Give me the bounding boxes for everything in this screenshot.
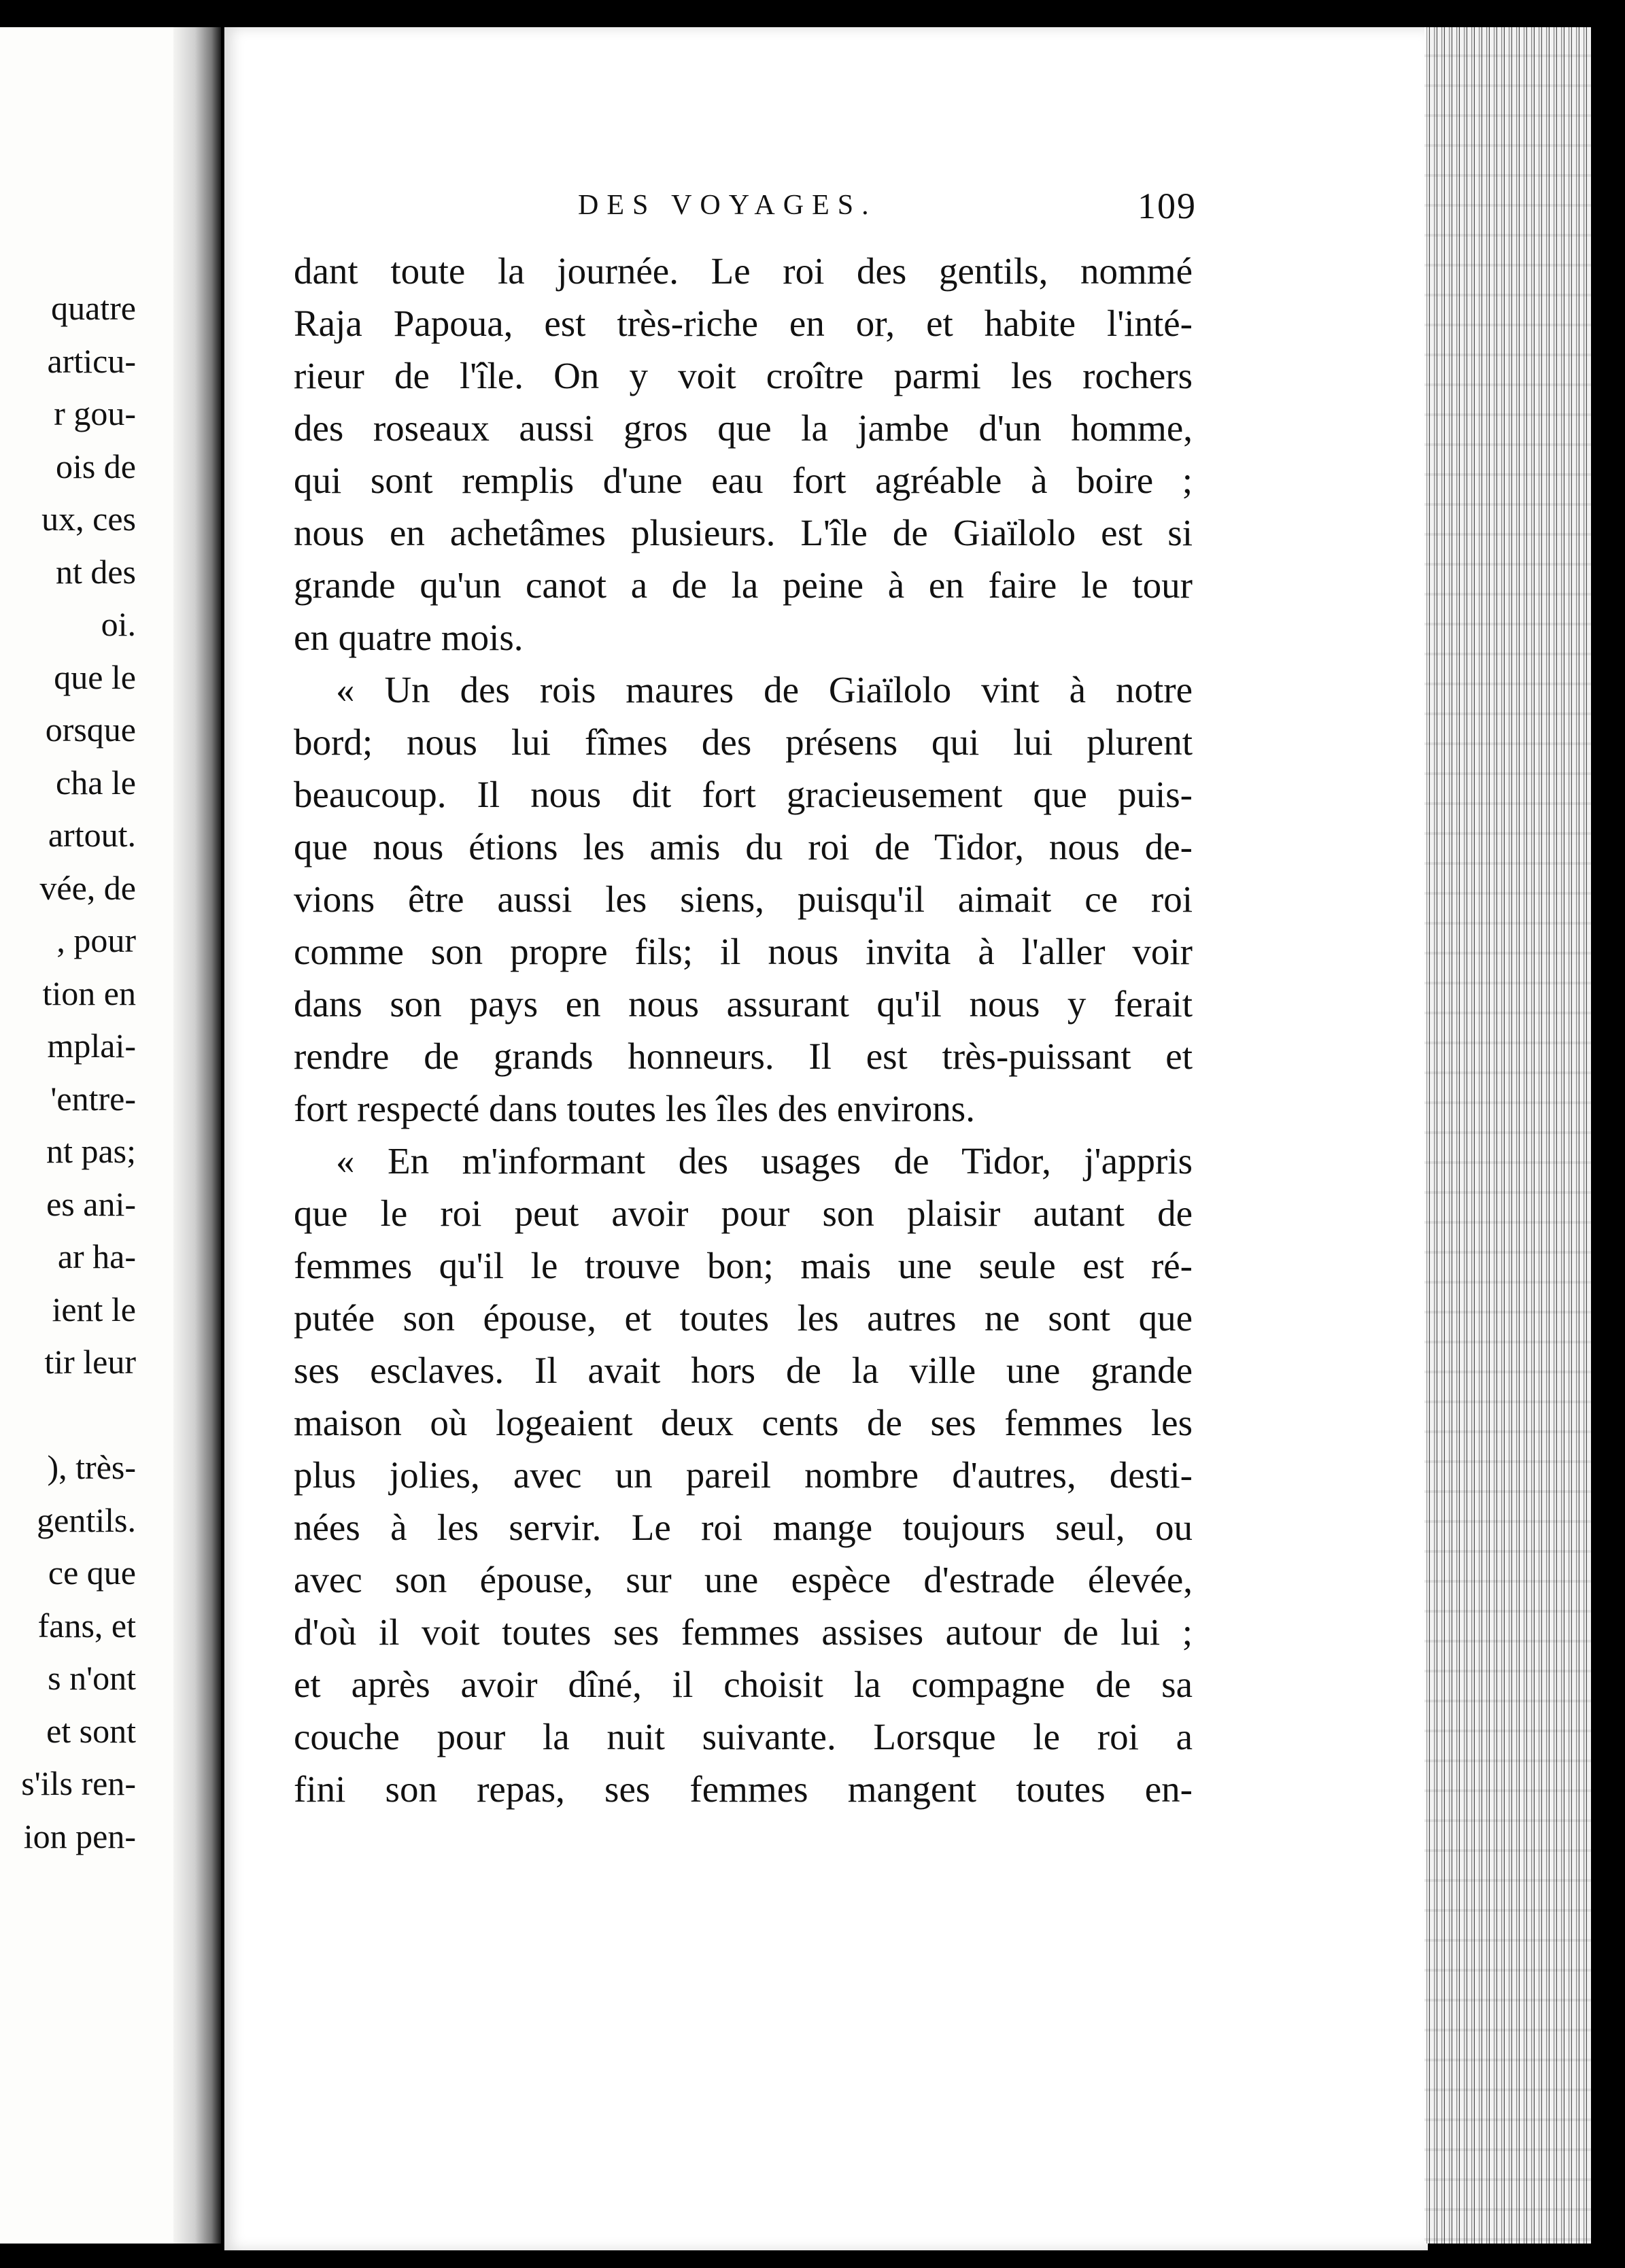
left-line: quatre: [51, 289, 136, 327]
left-line: que le: [54, 657, 136, 696]
text-line: grande qu'un canot a de la peine à en faire le tour: [294, 564, 1193, 606]
left-line: r gou-: [54, 394, 136, 432]
left-line: s n'ont: [48, 1659, 136, 1697]
text-line: vions être aussi les siens, puisqu'il aimait ce roi: [294, 878, 1193, 920]
text-line: maison où logeaient deux cents de ses femmes les: [294, 1402, 1193, 1443]
left-line: nt pas;: [46, 1132, 136, 1170]
text-line: beaucoup. Il nous dit fort gracieusement que puis-: [294, 774, 1193, 815]
left-page-text: [0, 282, 136, 1863]
text-line: « En m'informant des usages de Tidor, j'appris: [336, 1140, 1193, 1182]
text-line: bord; nous lui fîmes des présens qui lui plurent: [294, 721, 1193, 763]
left-line: fans, et: [37, 1606, 136, 1645]
text-line: fort respecté dans toutes les îles des environs.: [294, 1088, 975, 1129]
left-line: articu-: [47, 341, 136, 380]
text-line: dant toute la journée. Le roi des gentils, nommé: [294, 250, 1193, 292]
page-number: 109: [1138, 186, 1197, 226]
body-text: [294, 245, 1193, 1815]
text-line: Raja Papoua, est très-riche en or, et habite l'inté-: [294, 303, 1193, 344]
text-line: femmes qu'il le trouve bon; mais une seule est ré-: [294, 1245, 1193, 1286]
text-line: ses esclaves. Il avait hors de la ville une grande: [294, 1350, 1193, 1391]
left-line: 'entre-: [50, 1079, 136, 1118]
text-line: dans son pays en nous assurant qu'il nous y ferait: [294, 983, 1193, 1025]
left-line: orsque: [45, 710, 136, 749]
left-line: tion en: [42, 974, 136, 1012]
left-line: ois de: [55, 447, 136, 485]
text-line: que nous étions les amis du roi de Tidor, nous de-: [294, 826, 1193, 867]
text-line: des roseaux aussi gros que la jambe d'un homme,: [294, 407, 1193, 449]
left-line: vée, de: [39, 868, 136, 907]
text-line: « Un des rois maures de Giaïlolo vint à notre: [336, 669, 1193, 710]
left-line: ), très-: [47, 1448, 136, 1486]
left-page: [0, 27, 197, 2244]
book-gutter: [173, 27, 221, 2244]
text-line: comme son propre fils; il nous invita à l'aller voir: [294, 931, 1193, 972]
left-line: ion pen-: [23, 1817, 136, 1855]
text-line: en quatre mois.: [294, 617, 524, 658]
left-line-gap: [0, 1389, 136, 1442]
left-line: nt des: [55, 552, 136, 591]
left-line: gentils.: [37, 1500, 136, 1539]
left-line: s'ils ren-: [21, 1764, 136, 1802]
left-line: et sont: [46, 1711, 136, 1750]
text-line: fini son repas, ses femmes mangent toutes en-: [294, 1768, 1193, 1810]
left-line: artout.: [48, 816, 136, 854]
running-head: [354, 186, 1197, 230]
text-line: nous en achetâmes plusieurs. L'île de Giaïlolo est si: [294, 512, 1193, 553]
text-line: avec son épouse, sur une espèce d'estrade élevée,: [294, 1559, 1193, 1600]
text-line: qui sont remplis d'une eau fort agréable à boire ;: [294, 460, 1193, 501]
text-line: plus jolies, avec un pareil nombre d'autres, desti-: [294, 1454, 1193, 1496]
left-line: ient le: [52, 1290, 136, 1328]
left-line: oi.: [101, 605, 136, 643]
text-line: rendre de grands honneurs. Il est très-puissant et: [294, 1035, 1193, 1077]
text-line: putée son épouse, et toutes les autres ne sont que: [294, 1297, 1193, 1339]
page-edges: [1424, 27, 1591, 2244]
text-line: couche pour la nuit suivante. Lorsque le roi a: [294, 1716, 1193, 1757]
text-line: que le roi peut avoir pour son plaisir autant de: [294, 1192, 1193, 1234]
text-line: nées à les servir. Le roi mange toujours seul, ou: [294, 1507, 1193, 1548]
text-line: et après avoir dîné, il choisit la compagne de sa: [294, 1664, 1193, 1705]
left-line: ar ha-: [57, 1237, 136, 1275]
left-line: , pour: [56, 921, 136, 959]
left-line: mplai-: [47, 1027, 136, 1065]
left-line: tir leur: [44, 1343, 136, 1381]
left-line: es ani-: [46, 1184, 136, 1223]
left-line: ux, ces: [41, 500, 136, 538]
text-line: d'où il voit toutes ses femmes assises autour de lui ;: [294, 1611, 1193, 1653]
running-title: DES VOYAGES.: [578, 190, 877, 221]
left-line: cha le: [56, 763, 136, 802]
left-line: ce que: [48, 1553, 136, 1592]
text-line: rieur de l'île. On y voit croître parmi les rochers: [294, 355, 1193, 396]
